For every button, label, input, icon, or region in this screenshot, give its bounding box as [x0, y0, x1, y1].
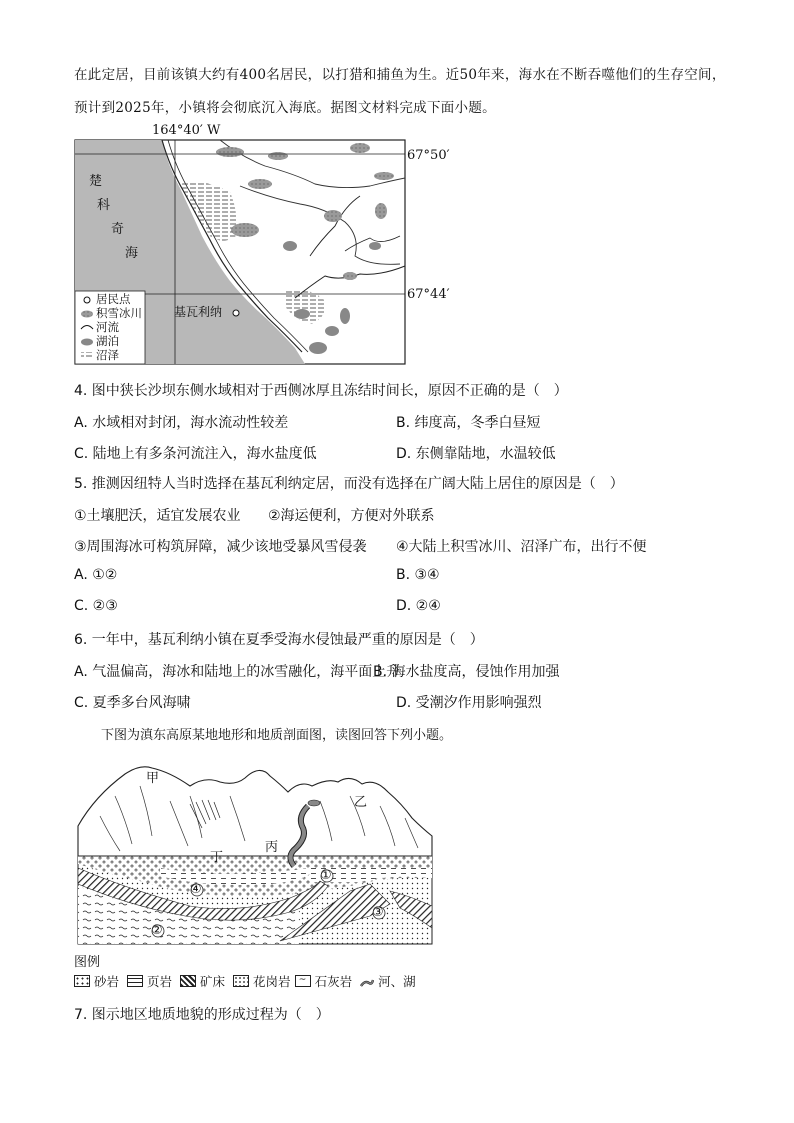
- legend-shale: 页岩: [147, 974, 173, 989]
- label-yi: 乙: [354, 795, 368, 810]
- mountain-surface: [78, 767, 432, 856]
- number-4: ④: [190, 882, 202, 897]
- town-marker: [233, 310, 239, 316]
- q4-option-b[interactable]: B. 纬度高，冬季白昼短: [396, 415, 541, 431]
- legend-ore: 矿床: [200, 974, 226, 989]
- legend-river-lake: 河、湖: [378, 974, 416, 989]
- q4-option-d[interactable]: D. 东侧靠陆地，水温较低: [396, 446, 556, 462]
- q5-option-b[interactable]: B. ③④: [396, 567, 440, 583]
- q6-option-a[interactable]: A. 气温偏高，海冰和陆地上的冰雪融化，海平面上升: [74, 664, 401, 680]
- question-4-stem: 4. 图中狭长沙坝东侧水域相对于西侧冰厚且冻结时间长，原因不正确的是（ ）: [74, 383, 568, 399]
- sea-char-1: 楚: [89, 174, 103, 189]
- q6-option-d[interactable]: D. 受潮汐作用影响强烈: [396, 695, 542, 711]
- town-label: 基瓦利纳: [174, 305, 223, 319]
- legend-glacier: 积雪冰川: [96, 306, 142, 320]
- lon-label: 164°40′ W: [152, 123, 221, 138]
- lat-bottom-label: 67°44′: [407, 287, 450, 302]
- limestone-swatch: ~: [295, 975, 311, 987]
- sandstone-swatch: [74, 975, 90, 987]
- intro-line-2: 预计到2025年，小镇将会彻底沉入海底。据图文材料完成下面小题。: [74, 100, 496, 116]
- sea-char-4: 海: [125, 246, 139, 261]
- question-7-stem: 7. 图示地区地质地貌的形成过程为（ ）: [74, 1007, 330, 1023]
- lat-top-label: 67°50′: [407, 148, 450, 163]
- shale-swatch: [127, 975, 143, 987]
- granite-swatch: [233, 975, 249, 987]
- number-2: ②: [151, 923, 163, 938]
- q5-statement-1: ①土壤肥沃，适宜发展农业: [74, 508, 241, 524]
- label-ding: 丁: [210, 850, 224, 865]
- q5-statement-2: ②海运便利，方便对外联系: [268, 508, 435, 524]
- legend-settlement: 居民点: [96, 292, 131, 306]
- geologic-block-diagram: [70, 756, 440, 961]
- section-2-intro: 下图为滇东高原某地地形和地质剖面图，读图回答下列小题。: [101, 728, 453, 743]
- q5-statement-3: ③周围海冰可构筑屏障，减少该地受暴风雪侵袭: [74, 539, 367, 555]
- legend-sandstone: 砂岩: [94, 974, 120, 989]
- legend-river: 河流: [96, 320, 119, 334]
- q5-option-c[interactable]: C. ②③: [74, 598, 118, 614]
- legend-granite: 花岗岩: [253, 974, 291, 989]
- intro-line-1: 在此定居，目前该镇大约有400名居民，以打猎和捕鱼为生。近50年来，海水在不断吞噬他们的生存空间，: [74, 67, 726, 83]
- sea-char-3: 奇: [111, 222, 125, 237]
- legend-limestone: 石灰岩: [314, 974, 353, 989]
- geo-legend-title: 图例: [74, 955, 101, 970]
- geo-legend: [74, 972, 416, 990]
- label-bing: 丙: [265, 840, 279, 855]
- label-jia: 甲: [146, 771, 160, 786]
- legend-marsh: 沼泽: [96, 348, 119, 362]
- map-legend-labels: [96, 292, 142, 362]
- question-6-stem: 6. 一年中，基瓦利纳小镇在夏季受海水侵蚀最严重的原因是（ ）: [74, 632, 484, 648]
- q6-option-b[interactable]: B. 海水盐度高，侵蚀作用加强: [373, 664, 560, 680]
- river-lake-icon: [360, 976, 374, 986]
- sea-char-2: 科: [97, 198, 111, 213]
- number-1: ①: [320, 868, 332, 883]
- q5-option-d[interactable]: D. ②④: [396, 598, 441, 614]
- q4-option-a[interactable]: A. 水域相对封闭，海水流动性较差: [74, 415, 289, 431]
- number-3: ③: [372, 905, 384, 920]
- legend-lake: 湖泊: [96, 334, 119, 348]
- q6-option-c[interactable]: C. 夏季多台风海啸: [74, 695, 191, 711]
- q5-option-a[interactable]: A. ①②: [74, 567, 118, 583]
- question-5-stem: 5. 推测因纽特人当时选择在基瓦利纳定居，而没有选择在广阔大陆上居住的原因是（ ）: [74, 476, 624, 492]
- q5-statement-4: ④大陆上积雪冰川、沼泽广布，出行不便: [396, 539, 647, 555]
- q4-option-c[interactable]: C. 陆地上有多条河流注入，海水盐度低: [74, 446, 317, 462]
- ore-swatch: [180, 975, 196, 987]
